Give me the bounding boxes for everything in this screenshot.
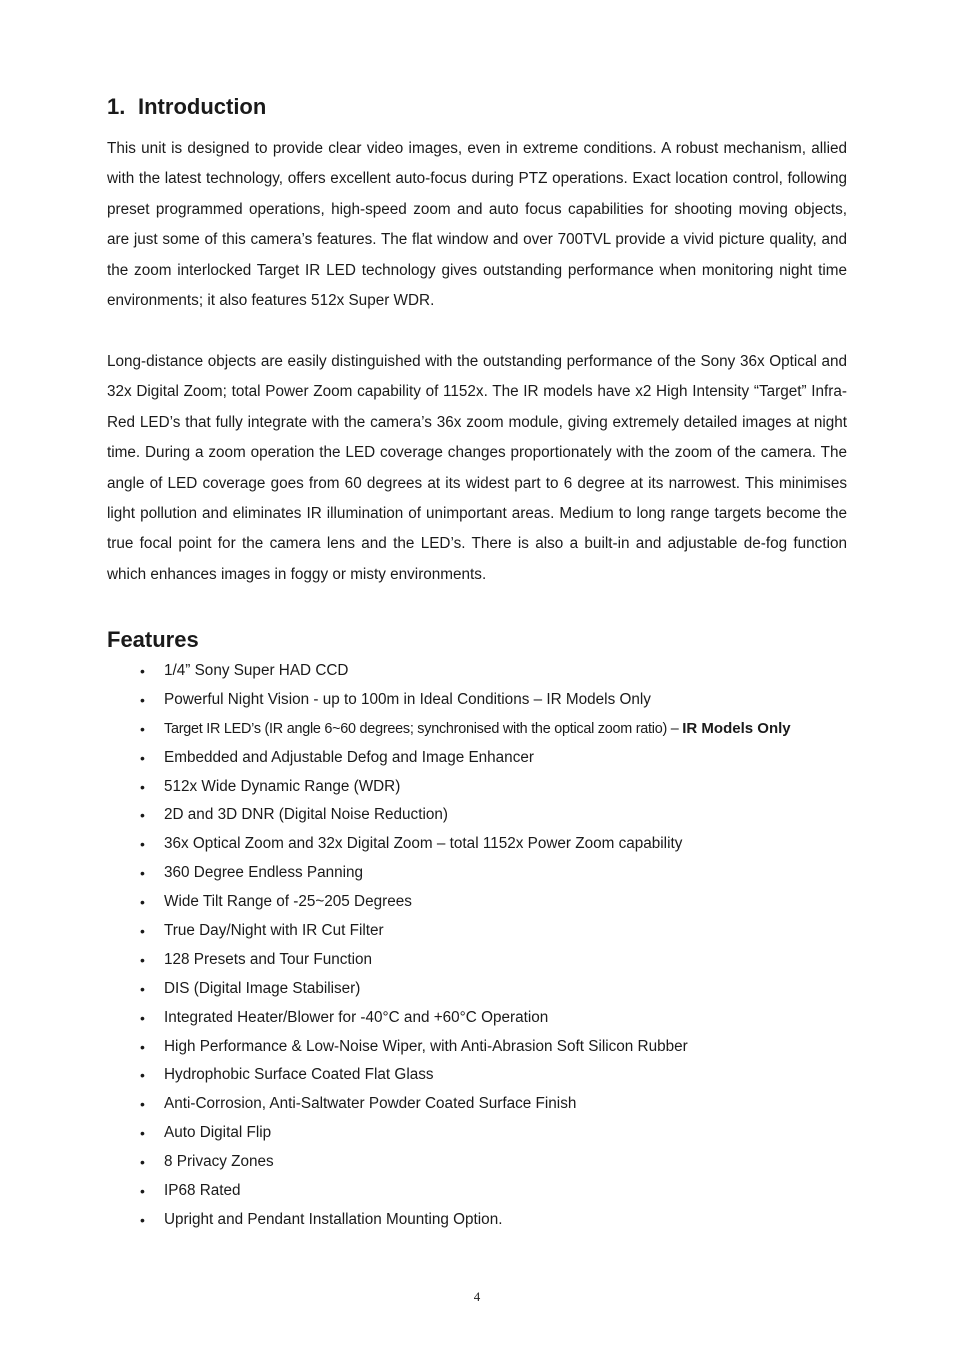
feature-item: • Anti-Corrosion, Anti-Saltwater Powder Coated Surface Finish: [107, 1090, 867, 1119]
feature-item: • Powerful Night Vision - up to 100m in Ideal Conditions – IR Models Only: [107, 686, 867, 715]
feature-item: • Integrated Heater/Blower for -40°C and +60°C Operation: [107, 1004, 867, 1033]
feature-item: • Wide Tilt Range of -25~205 Degrees: [107, 888, 867, 917]
feature-item: • DIS (Digital Image Stabiliser): [107, 975, 867, 1004]
intro-paragraph-1: This unit is designed to provide clear video images, even in extreme conditions. A robust mechanism, allied with the latest technology, offers excellent auto-focus during PTZ operations. Exact location control, following preset programmed operations, high-speed zoom and auto focus capabilities for shooting moving objects, are just some of this camera’s features. The flat window and over 700TVL provide a vivid picture quality, and the zoom interlocked Target IR LED technology gives outstanding performance when monitoring night time environments; it also features 512x Super WDR.: [107, 140, 847, 310]
bullet-icon: •: [140, 1038, 145, 1055]
feature-item: • True Day/Night with IR Cut Filter: [107, 917, 867, 946]
bullet-icon: •: [140, 923, 145, 940]
feature-item: • Upright and Pendant Installation Mounting Option.: [107, 1206, 867, 1235]
bullet-icon: •: [140, 1009, 145, 1026]
feature-item: • 360 Degree Endless Panning: [107, 859, 867, 888]
feature-item: • 8 Privacy Zones: [107, 1148, 867, 1177]
section-number: 1.: [107, 94, 126, 119]
feature-item: • Target IR LED’s (IR angle 6~60 degrees; synchronised with the optical zoom ratio) – IR Models Only: [107, 715, 867, 744]
feature-item: • 2D and 3D DNR (Digital Noise Reduction): [107, 801, 867, 830]
bullet-icon: •: [140, 663, 145, 679]
section-title: Introduction: [138, 94, 267, 119]
features-list: [107, 657, 867, 1235]
bullet-icon: •: [140, 951, 145, 968]
bullet-icon: •: [140, 1125, 145, 1142]
bullet-icon: •: [140, 1154, 145, 1171]
feature-item: • Auto Digital Flip: [107, 1119, 867, 1148]
bullet-icon: •: [140, 691, 145, 708]
intro-paragraph-2: Long-distance objects are easily distinguished with the outstanding performance of the Sony 36x Optical and 32x Digital Zoom; total Power Zoom capability of 1152x. The IR models have x2 High Intensity “Target” Infra-Red LED’s that fully integrate with the camera’s 36x zoom module, giving extremely detailed images at night time. During a zoom operation the LED coverage changes proportionately with the zoom of the camera. The angle of LED coverage goes from 60 degrees at its widest part to 6 degree at its narrowest. This minimises light pollution and eliminates IR illumination of unimportant areas. Medium to long range targets become the true focal point for the camera lens and the LED’s. There is also a built-in and adjustable de-fog function which enhances images in foggy or misty environments.: [107, 353, 847, 583]
bullet-icon: •: [140, 1183, 145, 1200]
feature-item: • 1/4” Sony Super HAD CCD: [107, 657, 867, 686]
bullet-icon: •: [140, 980, 145, 997]
bullet-icon: •: [140, 720, 145, 737]
bullet-icon: •: [140, 807, 145, 824]
bullet-icon: •: [140, 836, 145, 853]
bullet-icon: •: [140, 1211, 145, 1228]
section-heading: [107, 93, 266, 121]
feature-item: • Hydrophobic Surface Coated Flat Glass: [107, 1061, 867, 1090]
page-number: 4: [473, 1289, 481, 1304]
feature-emphasis: IR Models Only: [682, 719, 791, 737]
feature-item: • IP68 Rated: [107, 1177, 867, 1206]
feature-item: • High Performance & Low-Noise Wiper, with Anti-Abrasion Soft Silicon Rubber: [107, 1033, 867, 1062]
features-heading: Features: [107, 627, 199, 652]
bullet-icon: •: [140, 1067, 145, 1084]
feature-item: • Embedded and Adjustable Defog and Image Enhancer: [107, 744, 867, 773]
bullet-icon: •: [140, 894, 145, 911]
feature-item: • 512x Wide Dynamic Range (WDR): [107, 773, 867, 802]
bullet-icon: •: [140, 749, 145, 766]
feature-item: • 128 Presets and Tour Function: [107, 946, 867, 975]
bullet-icon: •: [140, 865, 145, 882]
feature-item: • 36x Optical Zoom and 32x Digital Zoom – total 1152x Power Zoom capability: [107, 830, 867, 859]
bullet-icon: •: [140, 1096, 145, 1113]
bullet-icon: •: [140, 778, 145, 795]
